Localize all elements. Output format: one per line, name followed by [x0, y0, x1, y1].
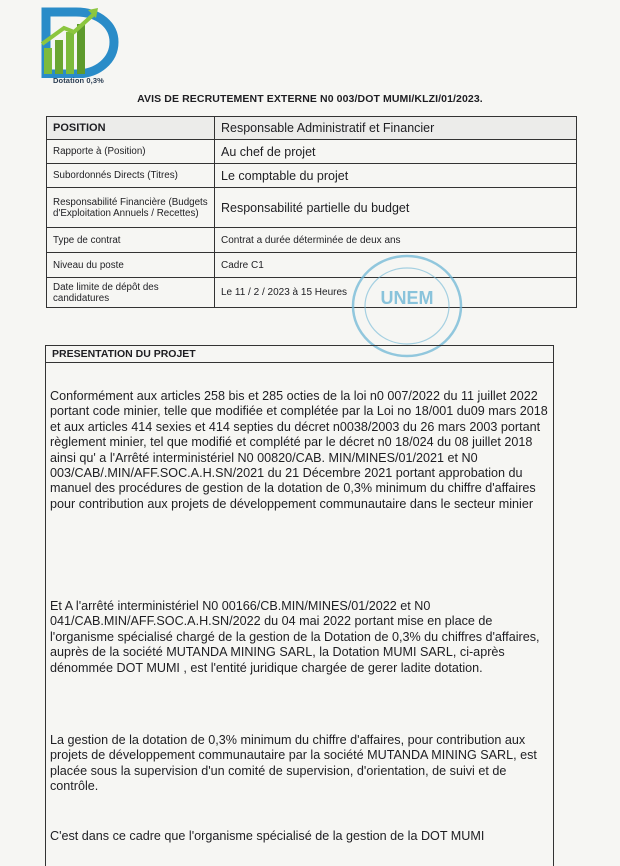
stamp-text: UNEM	[380, 288, 434, 308]
position-value: Responsable Administratif et Financier	[215, 117, 577, 140]
row-value: Contrat a durée déterminée de deux ans	[215, 228, 577, 253]
row-label: Niveau du poste	[47, 253, 215, 278]
position-table	[46, 116, 577, 308]
table-row	[47, 164, 577, 188]
paragraph: La gestion de la dotation de 0,3% minimum du chiffre d'affaires, pour contribution aux projets de développement communautaire par la société MUTANDA MINING SARL, est placée sous la supervision d'un comité de supervision, d'orientation, de suivi et de contrôle.	[50, 733, 537, 794]
row-label: Type de contrat	[47, 228, 215, 253]
dotation-logo-icon	[36, 4, 122, 78]
table-row	[47, 278, 577, 308]
row-value: Le 11 / 2 / 2023 à 15 Heures	[215, 278, 577, 308]
row-value: Le comptable du projet	[215, 164, 577, 188]
row-label: Date limite de dépôt des candidatures	[47, 278, 215, 308]
row-label: Subordonnés Directs (Titres)	[47, 164, 215, 188]
table-row	[47, 228, 577, 253]
paragraph: Et A l'arrêté interministériel N0 00166/CB.MIN/MINES/01/2022 et N0 041/CAB.MIN/AFF.SOC.A.H.SN/2022 du 04 mai 2022 portant mise en place de l'organisme spécialisé chargé de la gestion de la Dotation de 0,3% du chiffres d'affaires, auprès de la société MUTANDA MINING SARL, la Dotation MUMI SARL, ci-après dénommée DOT MUMI , est l'entité juridique chargée de gerer ladite dotation.	[50, 599, 540, 675]
row-value: Cadre C1	[215, 253, 577, 278]
row-label: Rapporte à (Position)	[47, 140, 215, 164]
paragraph: Conformément aux articles 258 bis et 285 octies de la loi n0 007/2022 du 11 juillet 2022 portant code minier, telle que modifiée et complétée par la Loi no 18/001 du09 mars 2018 et aux articles 414 sexies et 414 septies du décret n0038/2003 du 26 mars 2003 portant règlement minier, tel que modifié et complété par le décret n0 18/024 du 08 juillet 2018 ainsi qu' a l'Arrêté interministériel N0 00820/CAB. MIN/MINES/01/2021 et N0 003/CAB/.MIN/AFF.SOC.A.H.SN/2021 du 21 Décembre 2021 portant approbation du manuel des procédures de gestion de la dotation de 0,3% minimum du chiffre d'affaires pour contribution aux projets de développement communautaire dans le secteur minier	[50, 389, 548, 511]
table-row	[47, 117, 577, 140]
row-label: Responsabilité Financière (Budgets d'Exploitation Annuels / Recettes)	[47, 188, 215, 228]
table-row	[47, 140, 577, 164]
official-stamp	[345, 252, 465, 360]
table-row	[47, 188, 577, 228]
project-presentation	[45, 345, 554, 866]
logo-caption: Dotation 0,3%	[53, 76, 104, 85]
paragraph: C'est dans ce cadre que l'organisme spécialisé de la gestion de la DOT MUMI	[50, 829, 485, 843]
notice-heading: AVIS DE RECRUTEMENT EXTERNE N0 003/DOT MUMI/KLZI/01/2023.	[137, 93, 483, 105]
position-label: POSITION	[47, 117, 215, 140]
row-value: Responsabilité partielle du budget	[215, 188, 577, 228]
presentation-title: PRESENTATION DU PROJET	[52, 348, 196, 360]
row-value: Au chef de projet	[215, 140, 577, 164]
dotation-logo	[36, 4, 122, 90]
table-row	[47, 253, 577, 278]
divider	[46, 362, 553, 363]
